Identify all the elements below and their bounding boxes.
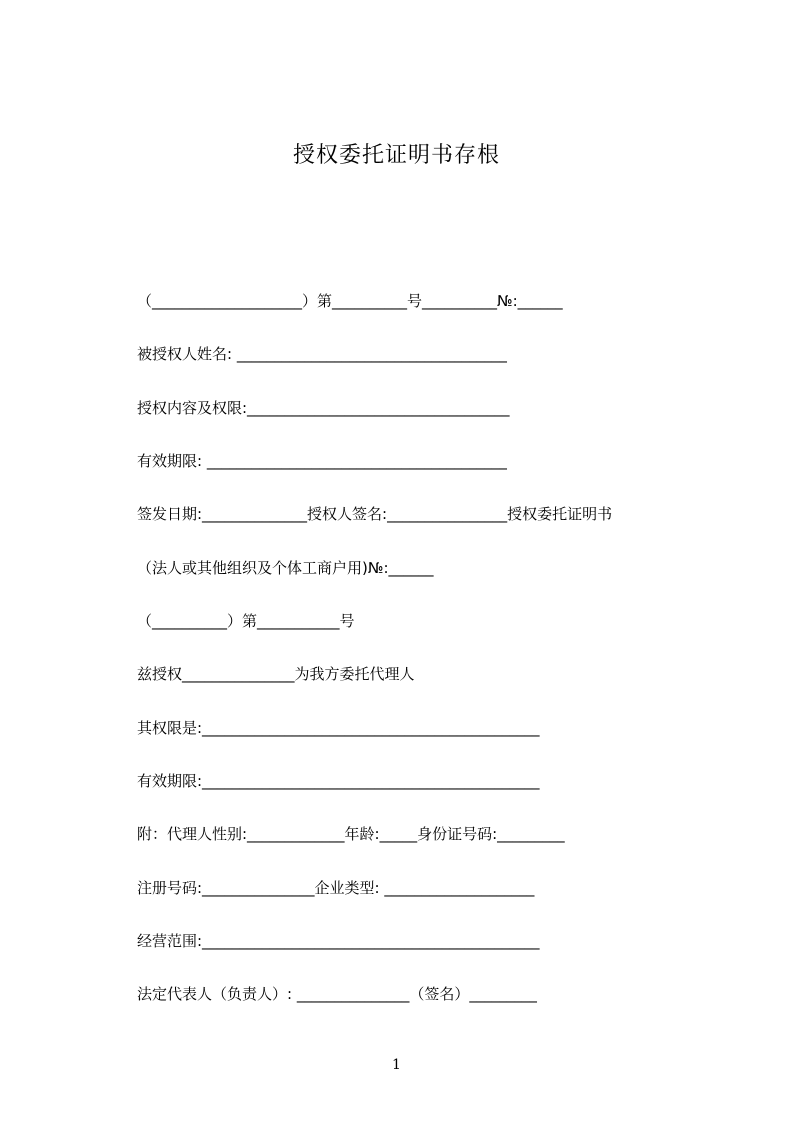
business-scope-line: 经营范围:_____________________________________________: [137, 932, 540, 950]
page-number: 1: [392, 1057, 401, 1073]
certificate-type-line: （法人或其他组织及个体工商户用)№:______: [137, 559, 434, 577]
legal-representative-line: 法定代表人（负责人）: _______________（签名）_________: [137, 985, 537, 1003]
agent-appointment-line: 兹授权_______________为我方委托代理人: [137, 665, 415, 683]
authorization-scope-line: 授权内容及权限:___________________________________: [137, 399, 510, 417]
issue-date-signature-line: 签发日期:______________授权人签名:________________授权委托证明书: [137, 505, 613, 523]
validity-period-line: 有效期限: ________________________________________: [137, 452, 507, 470]
grantee-name-line: 被授权人姓名: ____________________________________: [137, 345, 507, 363]
agent-authority-line: 其权限是:_____________________________________________: [137, 719, 540, 737]
stub-number-line: （____________________）第__________号__________№:______: [137, 292, 563, 310]
certificate-number-line: （__________）第___________号: [137, 612, 355, 630]
registration-line: 注册号码:_______________企业类型: ____________________: [137, 879, 535, 897]
agent-validity-line: 有效期限:_____________________________________________: [137, 772, 540, 790]
document-title: 授权委托证明书存根: [292, 143, 500, 168]
agent-details-line: 附：代理人性别:_____________年龄:_____身份证号码:_________: [137, 825, 565, 843]
